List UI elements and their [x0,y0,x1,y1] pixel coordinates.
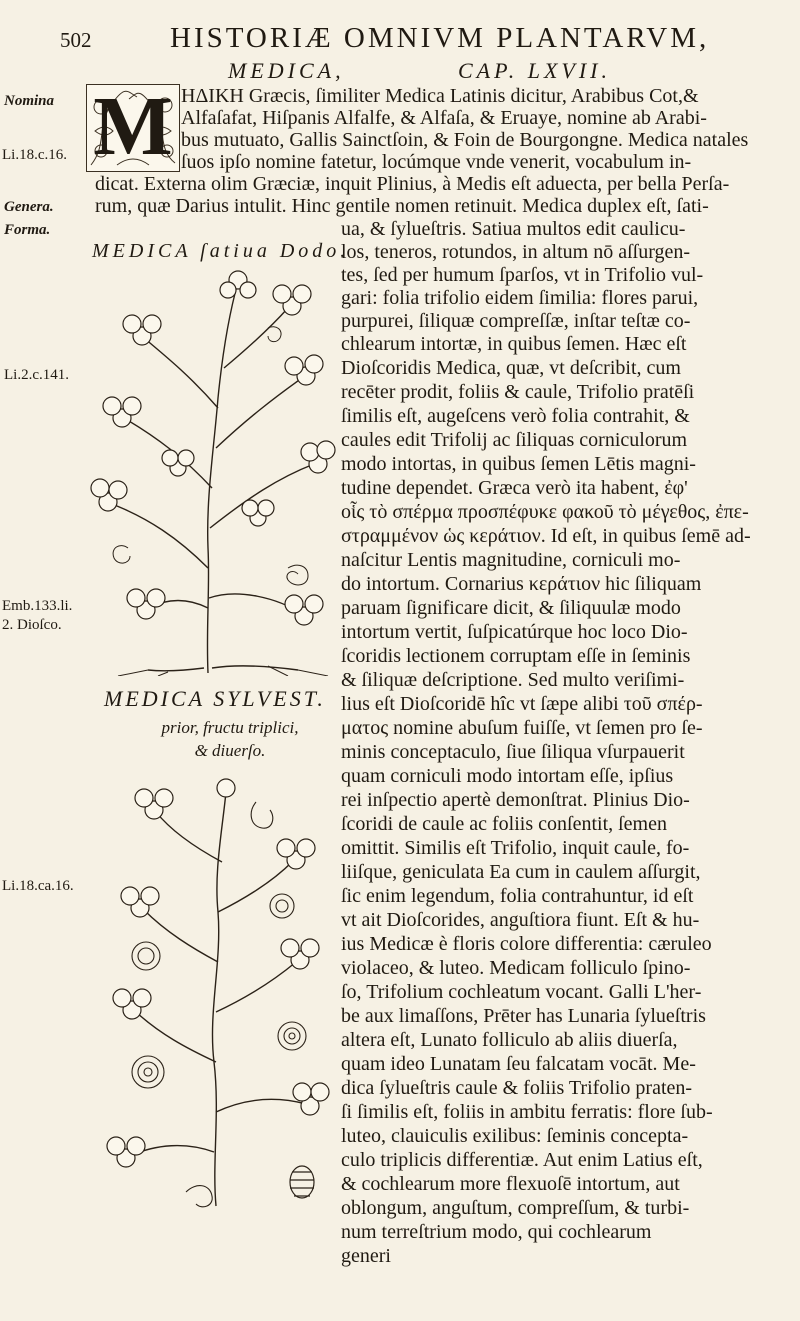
text-line: ſic enim legendum, folia contrahuntur, id eſt [341,885,694,907]
text-line: violaceo, & luteo. Medicam folliculo ſpino- [341,957,691,979]
figure-2-title: MEDICA SYLVEST. [104,686,326,711]
margin-note-ref: Li.18.c.16. [2,147,67,163]
text-line: tes, ſed per humum ſparſos, vt in Trifolio vul- [341,264,704,286]
text-line: los, teneros, rotundos, in altum nō aſſurgen- [341,241,691,263]
text-line: quam corniculi modo intortam eſſe, ipſius [341,765,674,787]
margin-note-genera: Genera. [4,199,54,215]
text-line: & cochlearum more flexuoſē intortum, aut [341,1173,680,1195]
text-line: rum, quæ Darius intulit. Hinc gentile nomen retinuit. Medica duplex eſt, ſati- [95,195,709,217]
text-line: altera eſt, Lunato folliculo ab aliis diuerſa, [341,1029,678,1051]
text-line: caules edit Trifolij ac ſiliquas corniculorum [341,429,688,451]
margin-note-ref: Li.18.ca.16. [2,878,74,894]
figure-1-illustration [88,268,338,676]
text-line: liiſque, geniculata Ea cum in caulem aſſurgit, [341,861,701,883]
text-line: dicat. Externa olim Græciæ, inquit Plinius, à Medis eſt aduecta, per bella Perſa- [95,173,730,195]
text-line: οἷς τὸ σπέρμα προσπέφυκε φακοῦ τὸ μέγεθος, ἐπε- [341,501,749,523]
drop-cap-ornament [86,84,180,172]
text-line: bus mutuato, Gallis Sainctſoin, & Foin de Bourgongne. Medica natales [181,129,749,151]
wild-medick-plant-icon [96,772,336,1208]
figure-2-illustration [96,772,336,1208]
text-line: ius Medicæ è floris colore differentia: cæruleo [341,933,712,955]
text-line: ΗΔΙΚΗ Græcis, ſimiliter Medica Latinis dicitur, Arabibus Cot,& [181,85,699,107]
chapter-label: CAP. LXVII. [458,58,611,83]
margin-note-nomina: Nomina [4,93,55,109]
text-line: quam ideo Lunatam ſeu falcatam vocāt. Me- [341,1053,696,1075]
text-line: recēter prodit, foliis & caule, Trifolio pratēſi [341,381,695,403]
text-line: num terreſtrium modo, qui cochlearum [341,1221,652,1243]
text-line: chlearum intortæ, in quibus ſemen. Hæc eſt [341,333,687,355]
text-line: dica ſylueſtris caule & foliis Trifolio praten- [341,1077,693,1099]
text-line: purpurei, ſiliquæ compreſſæ, inſtar teſtæ co- [341,310,691,332]
margin-note-ref: Li.2.c.141. [4,367,69,383]
text-line: gari: folia trifolio eidem ſimilia: flores parui, [341,287,699,309]
text-line: modo intortas, in quibus ſemen Lētis magni- [341,453,696,475]
margin-note-ref: 2. Dioſco. [2,617,62,633]
text-line: paruam ſignificare dicit, & ſiliquulæ modo [341,597,681,619]
text-line: rei inſpectio apertè demonſtrat. Plinius Dio- [341,789,690,811]
text-line: lius eſt Dioſcoridē hîc vt ſæpe alibi τοῦ σπέρ- [341,693,703,715]
text-line: culo triplicis differentiæ. Aut enim Latius eſt, [341,1149,703,1171]
text-line: naſcitur Lentis magnitudine, corniculi mo- [341,549,681,571]
text-line: ſo, Trifolium cochleatum vocant. Galli L'her- [341,981,702,1003]
text-line: minis conceptaculo, ſiue ſiliqua vſurpauerit [341,741,685,763]
text-line: be aux limaſſons, Prēter has Lunaria ſylueſtris [341,1005,706,1027]
text-line: ſuos ipſo nomine fatetur, locúmque vnde venerit, vocabulum in- [181,151,692,173]
text-line: generi [341,1245,391,1267]
figure-2-caption: & diuerſo. [194,741,266,760]
text-line: vt ait Dioſcorides, anguſtiora fiunt. Eſt & hu- [341,909,700,931]
text-line: ſcoridi de caule ac foliis conſentit, ſemen [341,813,667,835]
text-line: ματος nomine abuſum fuiſſe, vt ſemen pro ſe- [341,717,703,739]
text-line: Dioſcoridis Medica, quæ, vt deſcribit, cum [341,357,681,379]
clover-plant-icon [88,268,338,676]
text-line: oblongum, anguſtum, compreſſum, & turbi- [341,1197,690,1219]
figure-2-caption: prior, fructu triplici, [161,718,299,737]
text-line: & ſiliquæ deſcriptione. Sed multo veriſimi- [341,669,685,691]
margin-note-ref: Emb.133.li. [2,598,73,614]
drop-cap-letter: M [93,84,173,172]
text-line: omittit. Similis eſt Trifolio, inquit caule, fo- [341,837,690,859]
text-line: intortum vertit, ſuſpicatúrque hoc loco Dio- [341,621,688,643]
text-line: ſimilis eſt, augeſcens verò folia contrahit, & [341,405,690,427]
text-line: ſcoridis lectionem corruptam eſſe in ſeminis [341,645,691,667]
running-head: HISTORIÆ OMNIVM PLANTARVM, [170,22,710,54]
text-line: ua, & ſylueſtris. Satiua multos edit caulicu- [341,218,686,240]
text-line: ſi ſimilis eſt, foliis in ambitu ferratis: flore ſub- [341,1101,713,1123]
figure-1-title: MEDICA ſatiua Dodo. [92,240,350,262]
text-line: Alfaſafat, Hiſpanis Alfalfe, & Alfaſa, & Eruaye, nomine ab Arabi- [181,107,707,129]
chapter-title: MEDICA, [228,58,345,83]
page-number: 502 [60,28,92,52]
text-line: do intortum. Cornarius κεράτιον hic ſiliquam [341,573,702,595]
text-line: στραμμένον ὡς κεράτιον. Id eſt, in quibus ſemē ad- [341,525,751,547]
text-line: luteo, clauiculis exilibus: ſeminis concepta- [341,1125,689,1147]
text-line: tudine dependet. Græca verò ita habent, ἐφ' [341,477,688,499]
margin-note-forma: Forma. [4,222,51,238]
